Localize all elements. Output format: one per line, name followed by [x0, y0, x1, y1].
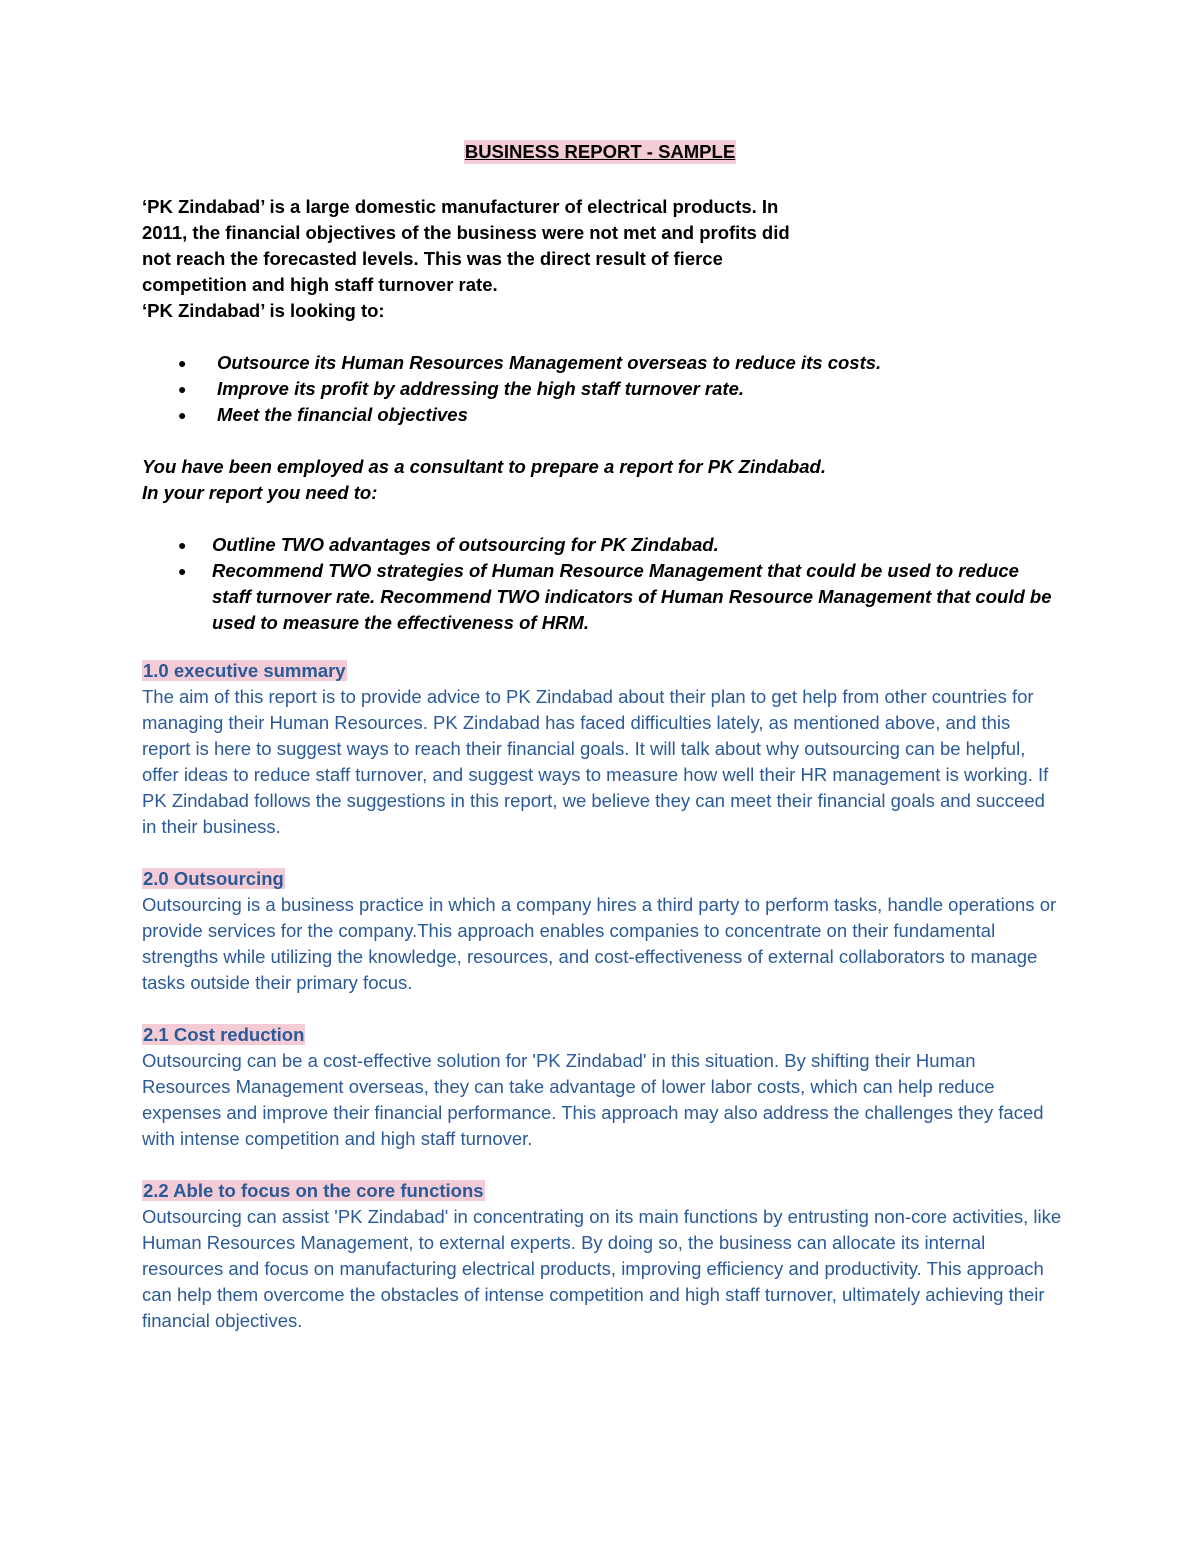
bullet-icon: ●	[178, 407, 187, 423]
brief-line: You have been employed as a consultant to prepare a report for PK Zindabad.	[142, 456, 826, 477]
goal-text: Outsource its Human Resources Management overseas to reduce its costs.	[217, 352, 882, 373]
goals-list	[142, 350, 1062, 428]
section-heading-text: 2.0 Outsourcing	[143, 868, 284, 889]
goal-item	[142, 376, 1062, 402]
task-item	[142, 558, 1062, 636]
bullet-icon: ●	[178, 563, 187, 579]
intro-paragraph	[142, 194, 842, 324]
section-body: Outsourcing can assist 'PK Zindabad' in concentrating on its main functions by entrusting non-core activities, like Human Resources Management, to external experts. By doing so, the business can allocate its internal resources and focus on manufacturing electrical products, improving efficiency and productivity. This approach can help them overcome the obstacles of intense competition and high staff turnover, ultimately achieving their financial objectives.	[142, 1206, 1062, 1331]
section-cost-reduction	[142, 1022, 1062, 1152]
section-heading	[142, 866, 1062, 892]
goal-item	[142, 402, 1062, 428]
intro-line: ‘PK Zindabad’ is looking to:	[142, 300, 385, 321]
bullet-icon: ●	[178, 381, 187, 397]
intro-line: not reach the forecasted levels. This was the direct result of fierce	[142, 248, 723, 269]
intro-line: competition and high staff turnover rate.	[142, 274, 498, 295]
task-item	[142, 532, 1062, 558]
section-heading-text: 2.2 Able to focus on the core functions	[143, 1180, 484, 1201]
section-core-functions	[142, 1178, 1062, 1334]
bullet-icon: ●	[178, 537, 187, 553]
brief-line: In your report you need to:	[142, 482, 378, 503]
brief-paragraph	[142, 454, 1062, 506]
goal-text: Meet the financial objectives	[217, 404, 468, 425]
section-heading	[142, 1178, 1062, 1204]
section-body: Outsourcing can be a cost-effective solution for 'PK Zindabad' in this situation. By shifting their Human Resources Management overseas, they can take advantage of lower labor costs, which can help reduce expenses and improve their financial performance. This approach may also address the challenges they faced with intense competition and high staff turnover.	[142, 1050, 1044, 1149]
document-page	[142, 140, 1062, 1334]
section-heading	[142, 1022, 1062, 1048]
section-executive-summary	[142, 658, 1062, 840]
section-heading-text: 1.0 executive summary	[143, 660, 346, 681]
title-container	[142, 140, 1058, 166]
task-text: Outline TWO advantages of outsourcing for PK Zindabad.	[212, 534, 719, 555]
section-body: Outsourcing is a business practice in which a company hires a third party to perform tasks, handle operations or provide services for the company.This approach enables companies to concentrate on their fundamental strengths while utilizing the knowledge, resources, and cost-effectiveness of external collaborators to manage tasks outside their primary focus.	[142, 894, 1057, 993]
intro-line: ‘PK Zindabad’ is a large domestic manufacturer of electrical products. In	[142, 196, 779, 217]
bullet-icon: ●	[178, 355, 187, 371]
goal-item	[142, 350, 1062, 376]
section-outsourcing	[142, 866, 1062, 996]
goal-text: Improve its profit by addressing the high staff turnover rate.	[217, 378, 744, 399]
section-heading	[142, 658, 1062, 684]
intro-line: 2011, the financial objectives of the business were not met and profits did	[142, 222, 790, 243]
tasks-list	[142, 532, 1062, 636]
section-heading-text: 2.1 Cost reduction	[143, 1024, 305, 1045]
section-body: The aim of this report is to provide advice to PK Zindabad about their plan to get help from other countries for managing their Human Resources. PK Zindabad has faced difficulties lately, as mentioned above, and this report is here to suggest ways to reach their financial goals. It will talk about why outsourcing can be helpful, offer ideas to reduce staff turnover, and suggest ways to measure how well their HR management is working. If PK Zindabad follows the suggestions in this report, we believe they can meet their financial goals and succeed in their business.	[142, 686, 1049, 837]
task-text: Recommend TWO strategies of Human Resource Management that could be used to reduce staff turnover rate. Recommend TWO indicators of Human Resource Management that could be used to measure the effectiveness of HRM.	[212, 560, 1052, 633]
report-title: BUSINESS REPORT - SAMPLE	[464, 141, 736, 162]
